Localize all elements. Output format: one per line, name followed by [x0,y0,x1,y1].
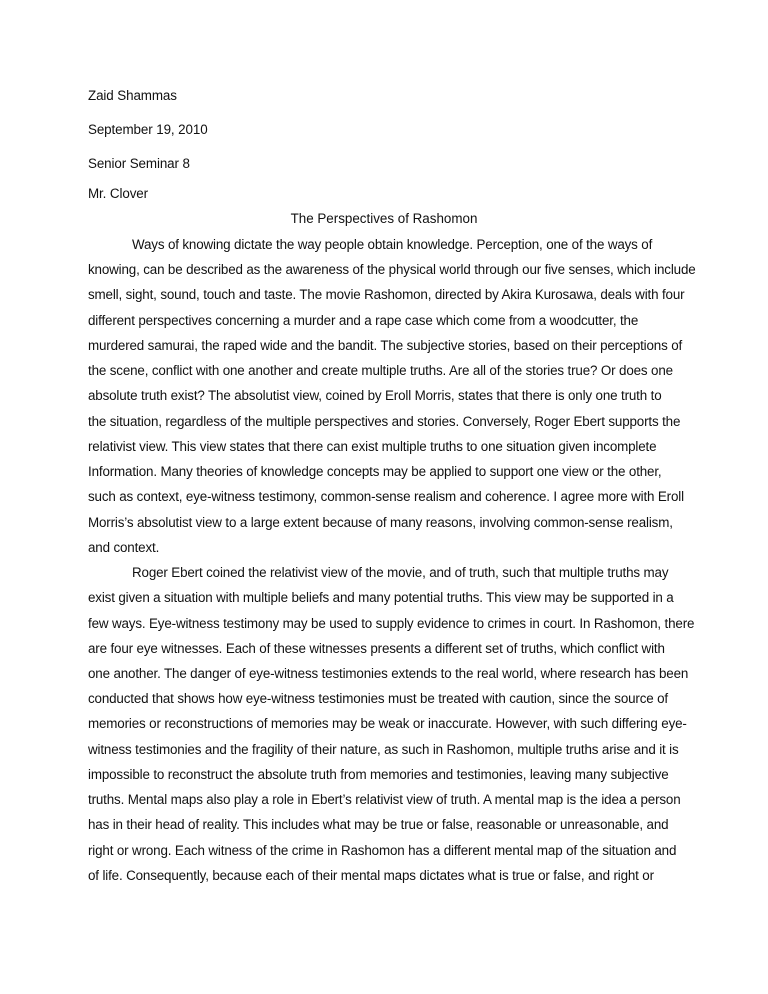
paragraph-1-line: Information. Many theories of knowledge concepts may be applied to support one view or the other, [88,464,662,480]
paragraph-2-line: witness testimonies and the fragility of their nature, as such in Rashomon, multiple truths arise and it is [88,741,679,757]
paragraph-1-line: Morris’s absolutist view to a large extent because of many reasons, involving common-sense realism, [88,514,673,530]
paragraph-1-line: relativist view. This view states that there can exist multiple truths to one situation given incomplete [88,438,657,454]
author-name: Zaid Shammas [88,88,177,103]
paragraph-1-line: absolute truth exist? The absolutist view, coined by Eroll Morris, states that there is only one truth to [88,388,662,404]
paragraph-1-line: smell, sight, sound, touch and taste. The movie Rashomon, directed by Akira Kurosawa, deals with four [88,287,685,303]
paragraph-2-line: are four eye witnesses. Each of these witnesses presents a different set of truths, which conflict with [88,640,665,656]
paragraph-1-line: different perspectives concerning a murder and a rape case which come from a woodcutter, the [88,312,639,328]
paragraph-2-line: truths. Mental maps also play a role in Ebert’s relativist view of truth. A mental map is the idea a person [88,792,681,808]
paragraph-2-line: of life. Consequently, because each of their mental maps dictates what is true or false, and right or [88,867,654,883]
paragraph-1-line: Ways of knowing dictate the way people obtain knowledge. Perception, one of the ways of [132,237,653,252]
essay-body [88,236,698,892]
paragraph-2-line: few ways. Eye-witness testimony may be used to supply evidence to crimes in court. In Rashomon, there [88,615,695,631]
paragraph-2-line: Roger Ebert coined the relativist view of the movie, and of truth, such that multiple truths may [132,565,669,581]
teacher-name: Mr. Clover [88,186,149,201]
paragraph-1-line: knowing, can be described as the awareness of the physical world through our five senses, which include [88,262,696,278]
paragraph-2-line: one another. The danger of eye-witness testimonies extends to the real world, where research has been [88,665,689,681]
paragraph-2-line: conducted that shows how eye-witness testimonies must be treated with caution, since the source of [88,691,669,707]
paragraph-1-line: the scene, conflict with one another and create multiple truths. Are all of the stories true? Or does one [88,363,673,379]
paragraph-2-line: memories or reconstructions of memories may be weak or inaccurate. However, with such differing eye- [88,716,687,732]
essay-date: September 19, 2010 [88,122,208,137]
paragraph-1-line: such as context, eye-witness testimony, common-sense realism and coherence. I agree more with Eroll [88,489,684,505]
paragraph-1-line: the situation, regardless of the multiple perspectives and stories. Conversely, Roger Ebert supports the [88,413,681,429]
essay-title: The Perspectives of Rashomon [290,211,478,226]
paragraph-2-line: right or wrong. Each witness of the crime in Rashomon has a different mental map of the situation and [88,842,677,858]
paragraph-2-line: impossible to reconstruct the absolute truth from memories and testimonies, leaving many subjective [88,766,669,782]
paragraph-1-line: murdered samurai, the raped wide and the bandit. The subjective stories, based on their perceptions of [88,337,683,353]
paragraph-2-line: has in their head of reality. This includes what may be true or false, reasonable or unreasonable, and [88,817,669,833]
paragraph-1-line: and context. [88,539,160,555]
course-name: Senior Seminar 8 [88,156,190,171]
paragraph-2-line: exist given a situation with multiple beliefs and many potential truths. This view may be supported in a [88,590,674,606]
